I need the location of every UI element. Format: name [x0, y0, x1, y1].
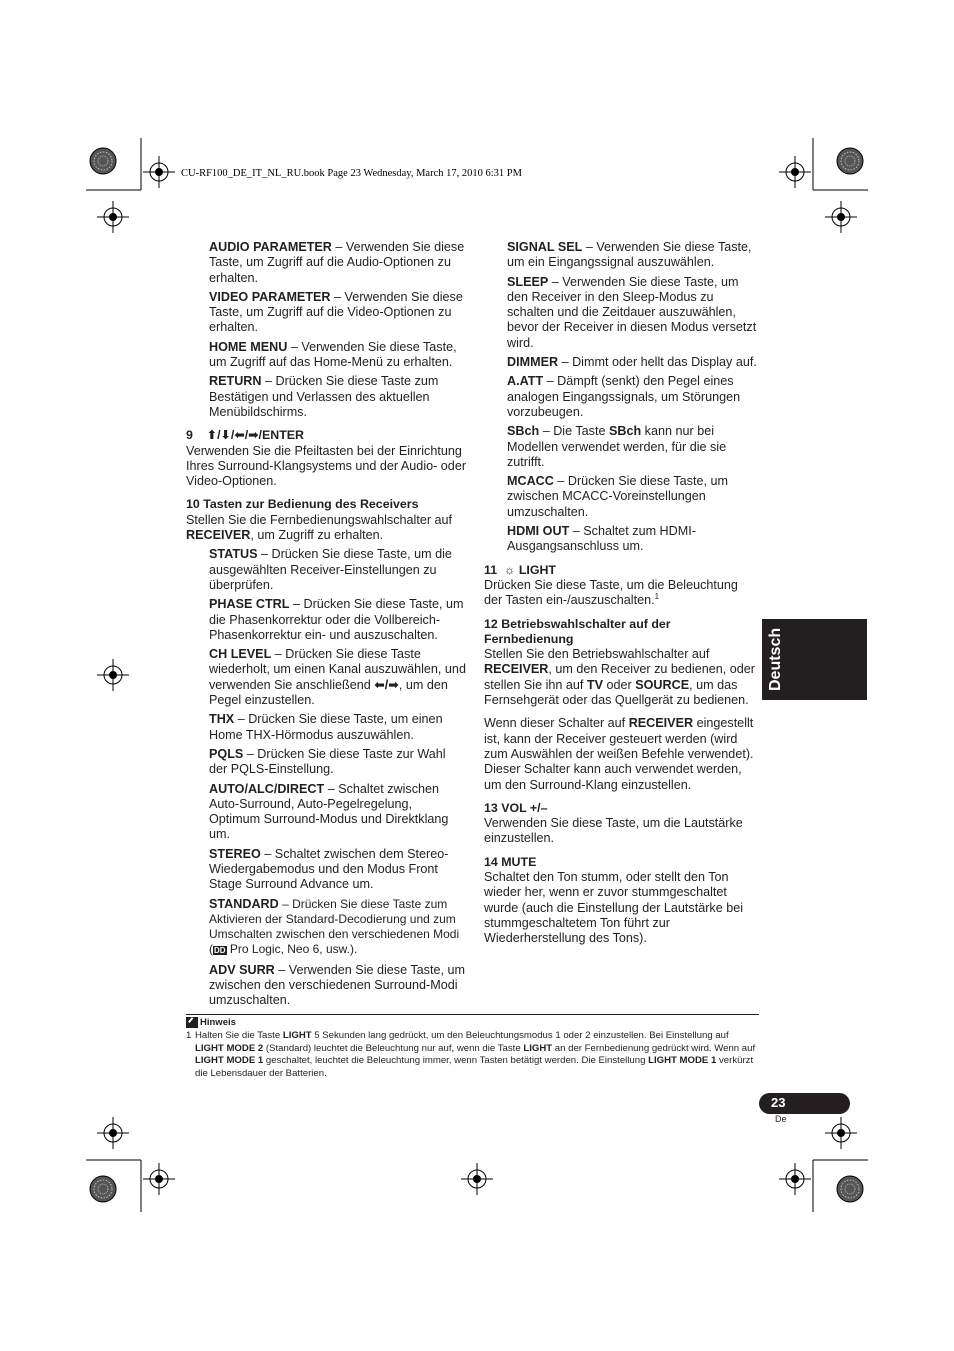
section-13-text: Verwenden Sie diese Taste, um die Lautstärke einzustellen. — [484, 816, 743, 846]
dolby-logo-icon: DD — [214, 946, 226, 956]
section-12-p2: Wenn dieser Schalter auf RECEIVER eingestellt ist, kann der Receiver gesteuert werden (wird zum Auswählen der weißen Befehle verwendet). Dieser Schalter kann auch verwendet werden, um den Surround-Klang einzustellen. — [484, 716, 754, 792]
right-column — [484, 240, 759, 950]
language-tab-label: Deutsch — [767, 627, 784, 692]
entry-standard: STANDARD – Drücken Sie diese Taste zum Aktivieren der Standard-Decodierung und zum Umschalten zwischen den verschiedenen Modi (DD Pro Logic, Neo 6, usw.). — [209, 896, 460, 957]
light-icon: ☼ — [504, 562, 516, 577]
section-9-heading: 9 ⬆/⬇/⬅/➡/ENTER — [186, 428, 304, 443]
page-number: 23 — [771, 1095, 786, 1110]
entry-return: RETURN – Drücken Sie diese Taste zum Bestätigen und Verlassen des aktuellen Menübildschirms. — [209, 374, 439, 419]
entry-dimmer: DIMMER – Dimmt oder hellt das Display auf. — [507, 355, 757, 370]
arrow-left-right-icon: ⬅/➡ — [374, 677, 399, 692]
print-header: CU-RF100_DE_IT_NL_RU.book Page 23 Wednesday, March 17, 2010 6:31 PM — [181, 168, 522, 179]
footnote-ref: 1 — [654, 592, 660, 602]
section-14-text: Schaltet den Ton stumm, oder stellt den Ton wieder her, wenn er zuvor stummgeschaltet wurde (auch die Einstellung der Lautstärke bei stummgeschaltetem Ton führt zur Wiederherstellung des Tons). — [484, 869, 744, 946]
entry-mcacc: MCACC – Drücken Sie diese Taste, um zwischen MCACC-Voreinstellungen umzuschalten. — [507, 474, 728, 519]
section-11-text: Drücken Sie diese Taste, um die Beleuchtung der Tasten ein-/auszuschalten.$^1$ — [484, 577, 738, 608]
entry-audio-parameter: AUDIO PARAMETER – Verwenden Sie diese Taste, um Zugriff auf die Audio-Optionen zu erhalten. — [209, 240, 465, 285]
entry-stereo: STEREO – Schaltet zwischen dem Stereo-Wiedergabemodus und den Modus Front Stage Surround Advance um. — [209, 846, 449, 892]
pencil-note-icon — [186, 1017, 198, 1028]
entry-pqls: PQLS – Drücken Sie diese Taste zur Wahl der PQLS-Einstellung. — [209, 746, 446, 777]
entry-phase-ctrl: PHASE CTRL – Drücken Sie diese Taste, um die Phasenkorrektur oder die Vollbereich-Phasenkorrektur ein- und auszuschalten. — [209, 597, 464, 642]
section-13-heading: 13 VOL +/– — [484, 800, 548, 815]
section-10-heading: 10 Tasten zur Bedienung des Receivers — [186, 497, 419, 512]
left-column — [186, 240, 466, 1013]
arrow-keys-icon: ⬆/⬇/⬅/➡ — [206, 428, 259, 443]
entry-home-menu: HOME MENU – Verwenden Sie diese Taste, um Zugriff auf das Home-Menü zu erhalten. — [209, 339, 457, 370]
entry-adv-surr: ADV SURR – Verwenden Sie diese Taste, um zwischen den verschiedenen Surround-Modi umzuschalten. — [209, 962, 465, 1008]
section-9-text: Verwenden Sie die Pfeiltasten bei der Einrichtung Ihres Surround-Klangsystems und der Audio- oder Video-Optionen. — [186, 443, 467, 489]
entry-status: STATUS – Drücken Sie diese Taste, um die ausgewählten Receiver-Einstellungen zu überprüfen. — [209, 547, 452, 592]
entry-auto-alc-direct: AUTO/ALC/DIRECT – Schaltet zwischen Auto-Surround, Auto-Pegelregelung, Optimum Surround-Modus und Direktklang um. — [209, 781, 449, 842]
section-12-heading: 12 Betriebswahlschalter auf der Fernbedienung — [484, 616, 671, 646]
section-14-heading: 14 MUTE — [484, 854, 537, 869]
entry-video-parameter: VIDEO PARAMETER – Verwenden Sie diese Taste, um Zugriff auf die Video-Optionen zu erhalten. — [209, 289, 463, 335]
section-10-intro: Stellen Sie die Fernbedienungswahlschalter auf RECEIVER, um Zugriff zu erhalten. — [186, 512, 453, 543]
entry-ch-level: CH LEVEL – Drücken Sie diese Taste wiederholt, um einen Kanal auszuwählen, und verwenden Sie anschließend ⬅/➡, um den Pegel einzustellen. — [209, 647, 466, 708]
section-12-p1: Stellen Sie den Betriebswahlschalter auf RECEIVER, um den Receiver zu bedienen, oder stellen Sie ihn auf TV oder SOURCE, um das Fernsehgerät oder das Quellgerät zu bedienen. — [484, 647, 755, 708]
page-language: De — [775, 1114, 787, 1124]
entry-sbch: SBch – Die Taste SBch kann nur bei Modellen verwendet werden, für die sie zutrifft. — [507, 424, 727, 469]
note-text: 1 Halten Sie die Taste LIGHT 5 Sekunden lang gedrückt, um den Beleuchtungsmodus 1 oder 2 einzustellen. Bei Einstellung auf LIGHT MODE 2 (Standard) leuchtet die Beleuchtung nur auf, wenn die Taste LIGHT an der Fernbedienung gedrückt wird. Wenn auf LIGHT MODE 1 geschaltet, leuchtet die Beleuchtung immer, wenn Tasten betätigt werden. Die Einstellung LIGHT MODE 1 verkürzt die Lebensdauer der Batterien. — [186, 1030, 756, 1079]
entry-hdmi-out: HDMI OUT – Schaltet zum HDMI-Ausgangsanschluss um. — [507, 524, 696, 554]
entry-thx: THX – Drücken Sie diese Taste, um einen Home THX-Hörmodus auszuwählen. — [209, 712, 443, 742]
note-divider — [186, 1014, 759, 1015]
entry-sleep: SLEEP – Verwenden Sie diese Taste, um den Receiver in den Sleep-Modus zu schalten und die Zeitdauer auszuwählen, bevor der Receiver in diesen Modus versetzt wird. — [507, 274, 757, 350]
section-11-heading: 11 ☼ LIGHT — [484, 562, 556, 577]
entry-signal-sel: SIGNAL SEL – Verwenden Sie diese Taste, um ein Eingangssignal auszuwählen. — [507, 240, 752, 270]
entry-a-att: A.ATT – Dämpft (senkt) den Pegel eines analogen Eingangssignals, um Störungen vorzubeugen. — [507, 374, 741, 419]
note-heading: Hinweis — [186, 1017, 236, 1028]
